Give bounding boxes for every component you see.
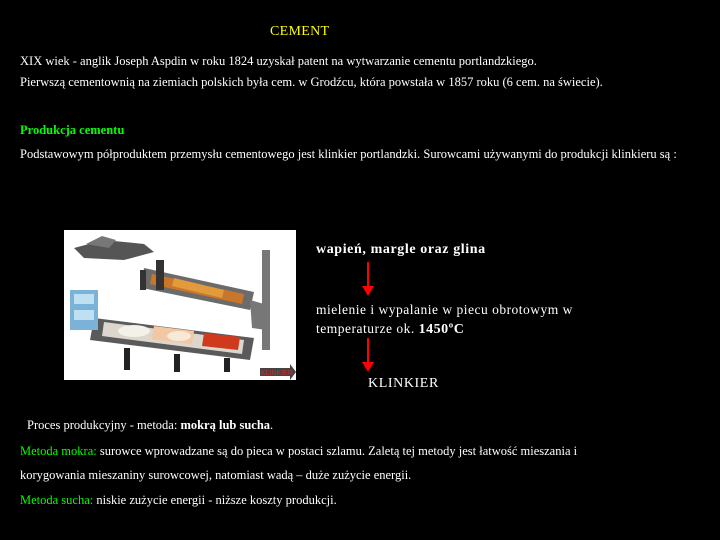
raw-materials-label: wapień, margle oraz glina: [316, 242, 486, 257]
dry-method-line: [20, 491, 337, 509]
process-methods: mokrą lub sucha: [180, 418, 271, 432]
intro-line-1: XIX wiek - anglik Joseph Aspdin w roku 1824 uzyskał patent na wytwarzanie cementu portlandzkiego.: [20, 54, 537, 68]
clinker-label: KLINKIER: [368, 376, 439, 391]
process-prefix: Proces produkcyjny - metoda:: [27, 418, 178, 432]
flow-arrow-1: [360, 262, 376, 298]
production-heading: Produkcja cementu: [20, 123, 125, 137]
process-step-label: [316, 300, 616, 339]
wet-method-line-2: korygowania mieszaniny surowcowej, natomiast wadą – duże zużycie energii.: [20, 468, 412, 482]
dry-method-label: Metoda sucha:: [20, 493, 94, 507]
process-temperature: 1450ºC: [418, 322, 465, 337]
wet-method-label: Metoda mokra:: [20, 444, 97, 458]
wet-method-text-1: surowce wprowadzane są do pieca w postaci szlamu. Zaletą tej metody jest łatwość mieszania i: [96, 444, 578, 458]
intro-line-2: Pierwszą cementownią na ziemiach polskich była cem. w Grodźcu, która powstała w 1857 roku (6 cem. na świecie).: [20, 75, 603, 89]
process-suffix: .: [270, 418, 274, 432]
flow-arrow-2: [360, 338, 376, 374]
kiln-output-label: KLINKIER: [261, 370, 293, 377]
process-step-text: mielenie i wypalanie w piecu obrotowym w temperaturze ok.: [316, 302, 573, 336]
process-line: [27, 418, 273, 433]
page-title: CEMENT: [270, 24, 330, 39]
rotary-kiln-diagram: [64, 230, 296, 380]
production-text: Podstawowym półproduktem przemysłu cementowego jest klinkier portlandzki. Surowcami używanymi do produkcji klinkieru są :: [20, 147, 677, 161]
dry-method-text: niskie zużycie energii - niższe koszty produkcji.: [93, 493, 337, 507]
wet-method-line-1: [20, 442, 577, 460]
